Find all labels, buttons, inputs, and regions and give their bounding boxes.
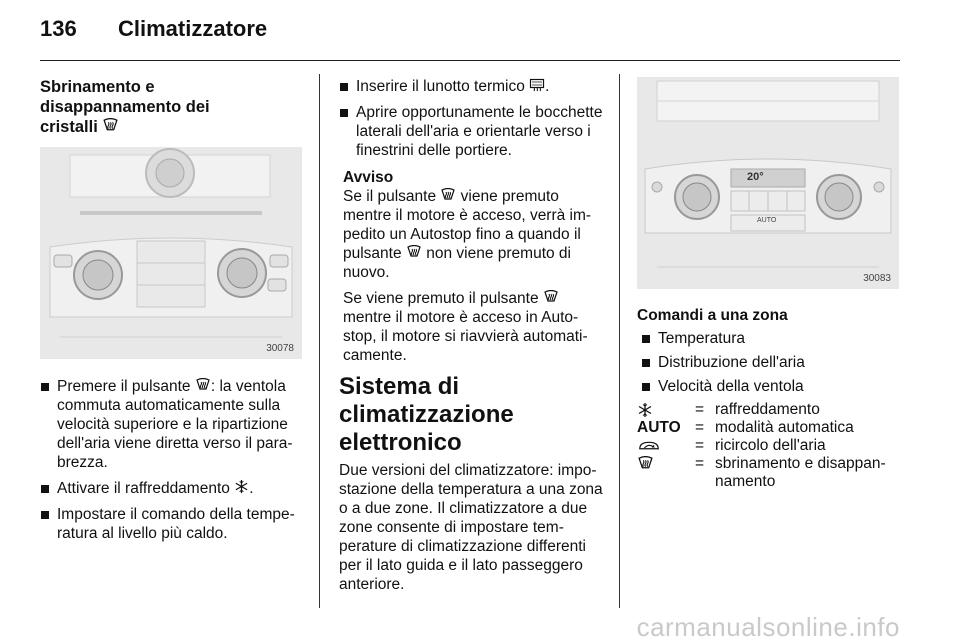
heading-line xyxy=(40,117,310,137)
windshield-defrost-icon xyxy=(637,456,654,471)
bullet-text: Premere il pulsante xyxy=(57,378,195,395)
figure-single-zone-controls-30083 xyxy=(637,77,899,289)
windshield-defrost-icon xyxy=(406,245,422,259)
list-item xyxy=(40,479,310,498)
windshield-defrost-icon xyxy=(195,378,211,392)
list-item xyxy=(40,377,310,472)
list-item xyxy=(339,103,607,160)
heading-line-text: cristalli xyxy=(40,118,98,136)
subheading-single-zone: Comandi a una zona xyxy=(637,307,788,324)
windshield-defrost-icon xyxy=(102,118,119,133)
footer-watermark: carmanualsonline.info xyxy=(636,612,900,642)
column-divider xyxy=(619,74,620,608)
bullet-text: Aprire opportunamente le bocchette laterali dell'aria e orientarle verso i finestrini delle portiere. xyxy=(356,104,603,159)
panel-auto-label: AUTO xyxy=(757,217,777,224)
bullet-list-continued xyxy=(339,77,607,160)
avviso-paragraph xyxy=(343,289,607,365)
climate-panel-illustration xyxy=(40,147,302,359)
column-2 xyxy=(339,77,607,594)
bullet-text: Velocità della ventola xyxy=(658,378,804,395)
legend-equals: = xyxy=(695,437,705,454)
bullet-text: Impostare il comando della temperatura al livello più caldo. xyxy=(57,506,295,542)
section-heading-defrost xyxy=(40,77,310,137)
list-item xyxy=(641,377,901,396)
bullet-text: Distribuzione dell'aria xyxy=(658,354,805,371)
heading-line: Sbrinamento e xyxy=(40,78,155,96)
legend-equals: = xyxy=(695,455,705,472)
avviso-note xyxy=(339,168,607,365)
bullet-text: . xyxy=(545,78,550,95)
snowflake-icon xyxy=(234,479,249,494)
bullet-text: Inserire il lunotto termico xyxy=(356,78,530,95)
bullet-list-single-zone xyxy=(637,329,901,396)
heading-line: disappannamento dei xyxy=(40,98,210,116)
figure-climate-panel-30078 xyxy=(40,147,302,359)
panel-display-temperature: 20° xyxy=(747,171,764,183)
list-item xyxy=(339,77,607,96)
avviso-text: mentre il motore è acceso in Auto-stop, il motore si riavvierà automaticamente. xyxy=(343,309,588,364)
avviso-text: Se viene premuto il pulsante xyxy=(343,290,543,307)
legend-equals: = xyxy=(695,419,705,436)
legend-row xyxy=(637,455,901,493)
figure-id: 30078 xyxy=(266,343,294,354)
list-item xyxy=(40,505,310,543)
avviso-text: Se il pulsante xyxy=(343,188,441,205)
legend-row xyxy=(637,437,901,455)
avviso-title: Avviso xyxy=(343,169,394,186)
section-paragraph: Due versioni del climatizzatore: impostazione della temperatura a una zona o a due zone. Il climatizzatore a due zone consente di impostare temperature di climatizzazione differenti per il lato guida e il lato passeggero anteriore. xyxy=(339,462,603,593)
legend-table xyxy=(637,401,901,493)
column-1 xyxy=(40,77,310,550)
legend-description: modalità automatica xyxy=(715,419,854,436)
legend-description: ricircolo dell'aria xyxy=(715,437,826,454)
chapter-title: Climatizzatore xyxy=(118,16,268,41)
windshield-defrost-icon xyxy=(543,290,559,304)
legend-key xyxy=(637,455,689,476)
bullet-text: : la ventola commuta automaticamente sulla velocità superiore e la ripartizione dell'aria viene diretta verso il parabrezza. xyxy=(57,378,293,471)
recirculation-icon xyxy=(637,439,661,453)
section-heading-electronic-climate: Sistema di climatizzazione elettronico xyxy=(339,373,514,456)
list-item xyxy=(641,353,901,372)
avviso-text: non viene premuto di nuovo. xyxy=(343,245,571,281)
legend-description: raffreddamento xyxy=(715,401,820,418)
avviso-text: viene premuto mentre il motore è acceso, verrà impedito un Autostop fino a quando il pulsante xyxy=(343,188,592,262)
windshield-defrost-icon xyxy=(440,188,456,202)
column-divider xyxy=(319,74,320,608)
snowflake-icon xyxy=(637,402,653,418)
column-3 xyxy=(637,77,901,493)
bullet-text: Attivare il raffreddamento xyxy=(57,480,235,497)
legend-key: AUTO xyxy=(637,419,681,436)
legend-row xyxy=(637,419,901,437)
legend-row xyxy=(637,401,901,419)
bullet-text: . xyxy=(249,480,254,497)
rear-window-heat-icon xyxy=(529,78,545,92)
legend-equals: = xyxy=(695,401,705,418)
bullet-text: Temperatura xyxy=(658,330,746,347)
bullet-list-defrost-steps xyxy=(40,377,310,543)
avviso-paragraph xyxy=(343,187,607,282)
single-zone-panel-illustration xyxy=(637,77,899,289)
header-rule xyxy=(40,60,900,61)
list-item xyxy=(641,329,901,348)
legend-description: sbrinamento e disappannamento xyxy=(715,455,886,490)
figure-id: 30083 xyxy=(863,273,891,284)
page-number: 136 xyxy=(40,16,77,41)
